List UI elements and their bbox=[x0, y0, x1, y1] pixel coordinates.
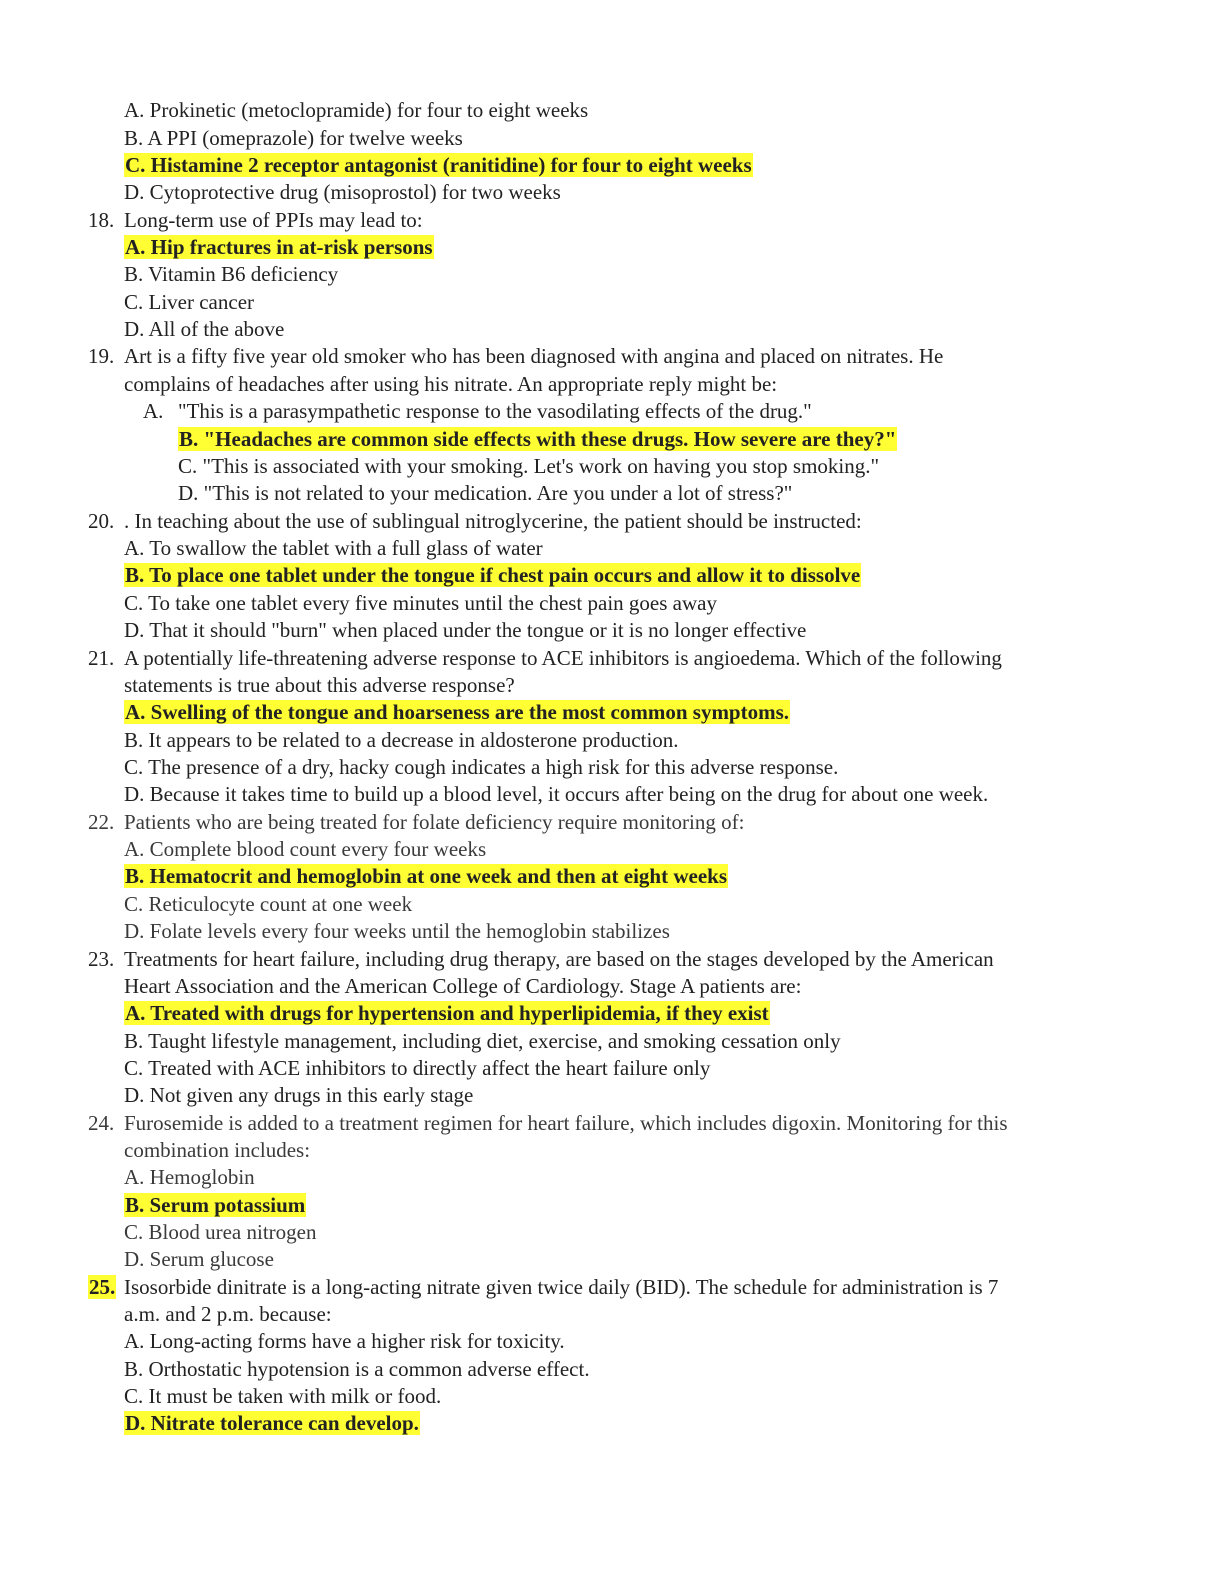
q17-option-a: A. Prokinetic (metoclopramide) for four to eight weeks bbox=[124, 98, 589, 122]
answer-highlight: B. "Headaches are common side effects with these drugs. How severe are they?" bbox=[179, 427, 897, 451]
q24-stem-line-2: combination includes: bbox=[124, 1138, 311, 1162]
answer-highlight: A. Hip fractures in at-risk persons bbox=[125, 235, 433, 259]
q17-option-d: D. Cytoprotective drug (misoprostol) for two weeks bbox=[124, 180, 561, 204]
q22-option-c: C. Reticulocyte count at one week bbox=[124, 892, 413, 916]
q24-option-d: D. Serum glucose bbox=[124, 1247, 274, 1271]
q19-option-d: D. "This is not related to your medication. Are you under a lot of stress?" bbox=[178, 481, 793, 505]
q22-option-a: A. Complete blood count every four weeks bbox=[124, 837, 487, 861]
q18-option-b: B. Vitamin B6 deficiency bbox=[124, 262, 339, 286]
q20-stem: . In teaching about the use of sublingual nitroglycerine, the patient should be instructed: bbox=[124, 509, 862, 533]
q19-number: 19. bbox=[88, 344, 115, 368]
q21-option-b: B. It appears to be related to a decrease in aldosterone production. bbox=[124, 728, 679, 752]
answer-highlight: D. Nitrate tolerance can develop. bbox=[125, 1411, 419, 1435]
q20-option-a: A. To swallow the tablet with a full glass of water bbox=[124, 536, 543, 560]
q20-option-b-answer bbox=[124, 562, 861, 589]
q18-option-c: C. Liver cancer bbox=[124, 290, 255, 314]
q24-option-a: A. Hemoglobin bbox=[124, 1165, 255, 1189]
q18-stem: Long-term use of PPIs may lead to: bbox=[124, 208, 423, 232]
q25-option-d-answer bbox=[124, 1410, 420, 1437]
q21-number: 21. bbox=[88, 646, 115, 670]
q25-option-b: B. Orthostatic hypotension is a common adverse effect. bbox=[124, 1357, 590, 1381]
q20-number: 20. bbox=[88, 509, 115, 533]
answer-highlight: B. Serum potassium bbox=[125, 1193, 306, 1217]
q19-option-c: C. "This is associated with your smoking. Let's work on having you stop smoking." bbox=[178, 454, 880, 478]
q23-option-b: B. Taught lifestyle management, including diet, exercise, and smoking cessation only bbox=[124, 1029, 841, 1053]
q23-option-a-answer bbox=[124, 1000, 770, 1027]
q24-option-b-answer bbox=[124, 1192, 306, 1219]
q23-stem-line-2: Heart Association and the American College of Cardiology. Stage A patients are: bbox=[124, 974, 802, 998]
q24-stem-line-1: Furosemide is added to a treatment regimen for heart failure, which includes digoxin. Monitoring for this bbox=[124, 1111, 1008, 1135]
q20-option-c: C. To take one tablet every five minutes until the chest pain goes away bbox=[124, 591, 717, 615]
q17-option-b: B. A PPI (omeprazole) for twelve weeks bbox=[124, 126, 463, 150]
q18-number: 18. bbox=[88, 208, 115, 232]
q19-option-b-answer bbox=[178, 426, 897, 453]
q24-option-c: C. Blood urea nitrogen bbox=[124, 1220, 317, 1244]
answer-highlight: B. To place one tablet under the tongue if chest pain occurs and allow it to dissolve bbox=[125, 563, 861, 587]
q19-stem-line-1: Art is a fifty five year old smoker who has been diagnosed with angina and placed on nitrates. He bbox=[124, 344, 944, 368]
q18-option-d: D. All of the above bbox=[124, 317, 285, 341]
q23-option-d: D. Not given any drugs in this early stage bbox=[124, 1083, 474, 1107]
q25-stem-line-2: a.m. and 2 p.m. because: bbox=[124, 1302, 332, 1326]
q22-option-b-answer bbox=[124, 863, 728, 890]
q25-option-c: C. It must be taken with milk or food. bbox=[124, 1384, 442, 1408]
q21-option-c: C. The presence of a dry, hacky cough indicates a high risk for this adverse response. bbox=[124, 755, 839, 779]
q21-stem-line-1: A potentially life-threatening adverse response to ACE inhibitors is angioedema. Which of the following bbox=[124, 646, 1002, 670]
q22-number: 22. bbox=[88, 810, 115, 834]
q20-option-d: D. That it should "burn" when placed under the tongue or it is no longer effective bbox=[124, 618, 807, 642]
q25-number bbox=[88, 1274, 116, 1301]
q22-stem: Patients who are being treated for folate deficiency require monitoring of: bbox=[124, 810, 745, 834]
q25-option-a: A. Long-acting forms have a higher risk for toxicity. bbox=[124, 1329, 565, 1353]
q21-option-a-answer bbox=[124, 699, 790, 726]
q23-stem-line-1: Treatments for heart failure, including drug therapy, are based on the stages developed by the American bbox=[124, 947, 994, 971]
q22-option-d: D. Folate levels every four weeks until the hemoglobin stabilizes bbox=[124, 919, 670, 943]
q17-option-c-answer bbox=[124, 152, 753, 179]
answer-highlight: C. Histamine 2 receptor antagonist (ranitidine) for four to eight weeks bbox=[125, 153, 752, 177]
q23-option-c: C. Treated with ACE inhibitors to directly affect the heart failure only bbox=[124, 1056, 711, 1080]
q19-stem-line-2: complains of headaches after using his nitrate. An appropriate reply might be: bbox=[124, 372, 778, 396]
q24-number: 24. bbox=[88, 1111, 115, 1135]
q18-option-a-answer bbox=[124, 234, 434, 261]
answer-highlight: A. Swelling of the tongue and hoarseness are the most common symptoms. bbox=[125, 700, 790, 724]
q21-option-d: D. Because it takes time to build up a blood level, it occurs after being on the drug for about one week. bbox=[124, 782, 989, 806]
question-number-highlight: 25. bbox=[89, 1275, 116, 1299]
q25-stem-line-1: Isosorbide dinitrate is a long-acting nitrate given twice daily (BID). The schedule for administration is 7 bbox=[124, 1275, 999, 1299]
answer-highlight: A. Treated with drugs for hypertension and hyperlipidemia, if they exist bbox=[125, 1001, 769, 1025]
answer-highlight: B. Hematocrit and hemoglobin at one week and then at eight weeks bbox=[125, 864, 727, 888]
q19-option-a: "This is a parasympathetic response to the vasodilating effects of the drug." bbox=[178, 399, 812, 423]
q19-option-a-letter: A. bbox=[143, 399, 164, 423]
q23-number: 23. bbox=[88, 947, 115, 971]
q21-stem-line-2: statements is true about this adverse response? bbox=[124, 673, 515, 697]
